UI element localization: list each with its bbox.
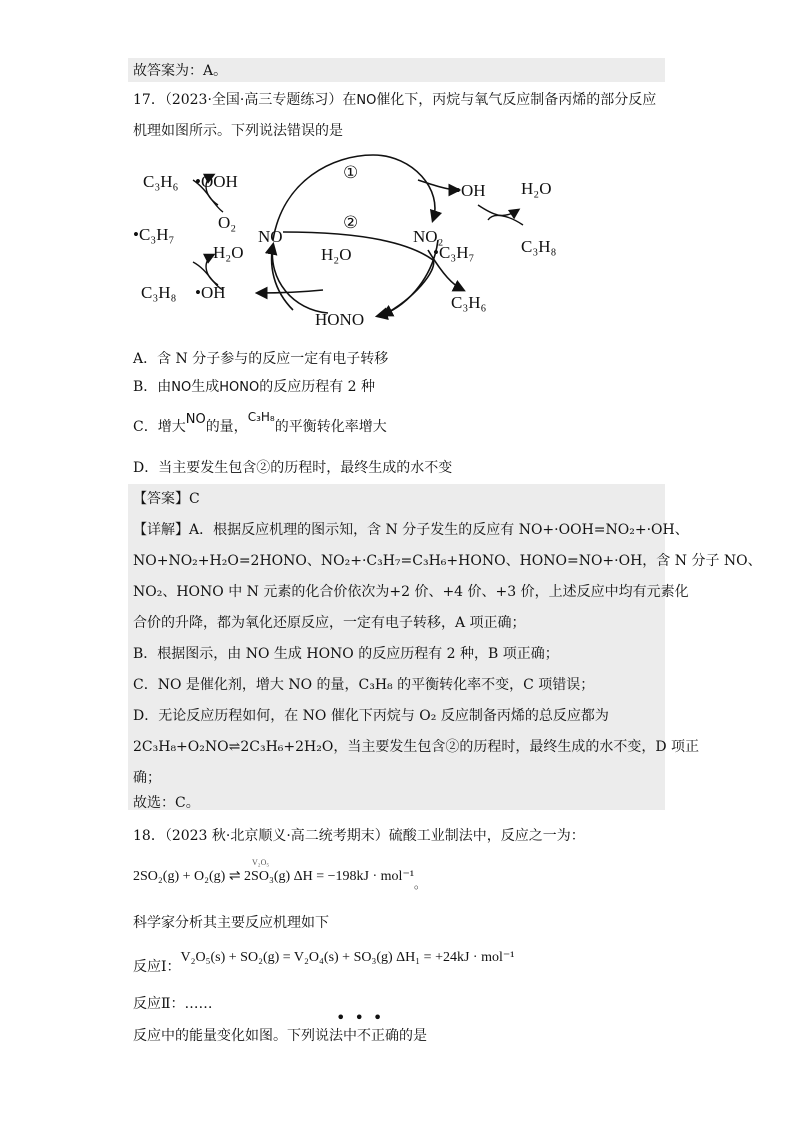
swap-right2 [488, 215, 523, 225]
opt-b-no: NO [171, 380, 192, 395]
label-ooh: •OOH [195, 172, 238, 191]
label-no: NO [258, 227, 283, 246]
opt-c-c3h8: C₃H₈ [247, 410, 275, 424]
q17-detail-7: D．无论反应历程如何，在 NO 催化下丙烷与 O₂ 反应制备丙烯的总反应都为 [133, 708, 609, 724]
cycle-left-arc [272, 245, 328, 313]
q17-detail-3: NO₂、HONO 中 N 元素的化合价依次为+2 价、+4 价、+3 价，上述反应中均有元素化 [133, 584, 689, 600]
q17-detail-4: 合价的升降，都为氧化还原反应，一定有电子转移，A 项正确； [133, 615, 526, 631]
emphasis-dots: ••• [336, 1008, 392, 1027]
q17-stem-line2: 机理如图所示。下列说法错误的是 [133, 123, 343, 139]
q17-detail-6: C．NO 是催化剂，增大 NO 的量，C₃H₈ 的平衡转化率不变，C 项错误； [133, 677, 595, 693]
label-o2: O₂ [218, 213, 237, 232]
q17-detail-5: B．根据图示，由 NO 生成 HONO 的反应历程有 2 种，B 项正确； [133, 646, 559, 662]
q17-option-a: A．含 N 分子参与的反应一定有电子转移 [133, 351, 389, 367]
label-h2o-left: H₂O [213, 243, 244, 262]
label-c3h7-right: •C₃H₇ [433, 243, 475, 262]
q17-answer: 【答案】C [133, 491, 200, 507]
opt-c-mid: 的量， [205, 419, 248, 435]
q17-stem-line1 [133, 90, 656, 111]
q18-equation-end: 。 [414, 877, 427, 891]
mechanism-diagram [133, 150, 583, 330]
label-oh-right: •OH [455, 181, 486, 200]
q17-option-d: D．当主要发生包含②的历程时，最终生成的水不变 [133, 460, 453, 476]
label-c3h7-left: •C₃H₇ [133, 225, 175, 244]
q17-stem-no: NO [356, 93, 377, 108]
q18-equation [133, 866, 427, 891]
label-no2: NO₂ [413, 227, 444, 246]
q18-reaction-1 [133, 950, 515, 978]
q18-mechanism-intro: 科学家分析其主要反应机理如下 [133, 915, 329, 931]
label-h2o-right: H₂O [521, 179, 552, 198]
arrow-to-oh-right [418, 180, 458, 190]
path2-arrow [283, 232, 434, 315]
q17-stem-a: 17．（2023·全国·高三专题练习）在 [133, 92, 357, 108]
opt-c-prefix: C．增大 [133, 419, 186, 435]
arrow-to-oh-left [258, 290, 323, 293]
opt-b-hono: HONO [219, 380, 260, 395]
opt-b-prefix: B．由 [133, 379, 172, 395]
opt-c-no: NO [185, 412, 206, 427]
label-circle1: ① [343, 163, 359, 182]
q17-detail-2: NO+NO₂+H₂O=2HONO、NO₂+·C₃H₇=C₃H₆+HONO、HONO=NO+·OH，含 N 分子 NO、 [133, 553, 762, 569]
label-c3h6-left: C₃H₆ [143, 172, 179, 191]
q17-detail-9: 确； [133, 770, 161, 786]
q17-option-c [133, 410, 387, 438]
opt-b-mid: 生成 [191, 379, 220, 395]
prev-answer: 故答案为：A。 [133, 63, 228, 79]
q17-option-b [133, 377, 375, 398]
q17-detail-1: 【详解】A．根据反应机理的图示知，含 N 分子发生的反应有 NO+·OOH=NO₂+·OH、 [133, 522, 689, 538]
label-c3h8-left: C₃H₈ [141, 283, 177, 302]
q18-equation-text: 2SO₂(g) + O₂(g) ⇌ 2SO₃(g) ΔH = −198kJ · mol⁻¹ [133, 869, 415, 884]
swap-right [478, 205, 518, 215]
q18-reaction-1-eq: V₂O₅(s) + SO₂(g) = V₂O₄(s) + SO₃(g) ΔH₁ = +24kJ · mol⁻¹ [180, 950, 515, 965]
q17-stem-b: 催化下，丙烷与氧气反应制备丙烯的部分反应 [376, 92, 657, 108]
q18-reaction-2: 反应Ⅱ：…… [133, 996, 213, 1012]
opt-c-suffix: 的平衡转化率增大 [274, 419, 387, 435]
q18-catalyst: V₂O₅ [252, 858, 270, 867]
q18-question: 反应中的能量变化如图。下列说法中不正确的是 [133, 1028, 427, 1044]
label-c3h8-right: C₃H₈ [521, 237, 557, 256]
label-oh-left: •OH [195, 283, 226, 302]
cycle-left-up [272, 245, 293, 310]
opt-b-suffix: 的反应历程有 2 种 [259, 379, 376, 395]
q18-stem-line1: 18．（2023 秋·北京顺义·高二统考期末）硫酸工业制法中，反应之一为： [133, 828, 585, 844]
label-c3h6-right: C₃H₆ [451, 293, 487, 312]
q17-detail-10: 故选：C。 [133, 795, 200, 811]
label-circle2: ② [343, 213, 359, 232]
label-h2o-mid: H₂O [321, 245, 352, 264]
q18-reaction-1-label: 反应Ⅰ： [133, 959, 181, 975]
q17-detail-8: 2C₃H₈+O₂NO⇌2C₃H₆+2H₂O，当主要发生包含②的历程时，最终生成的水不变，D 项正 [133, 739, 699, 755]
label-hono: HONO [315, 310, 365, 329]
